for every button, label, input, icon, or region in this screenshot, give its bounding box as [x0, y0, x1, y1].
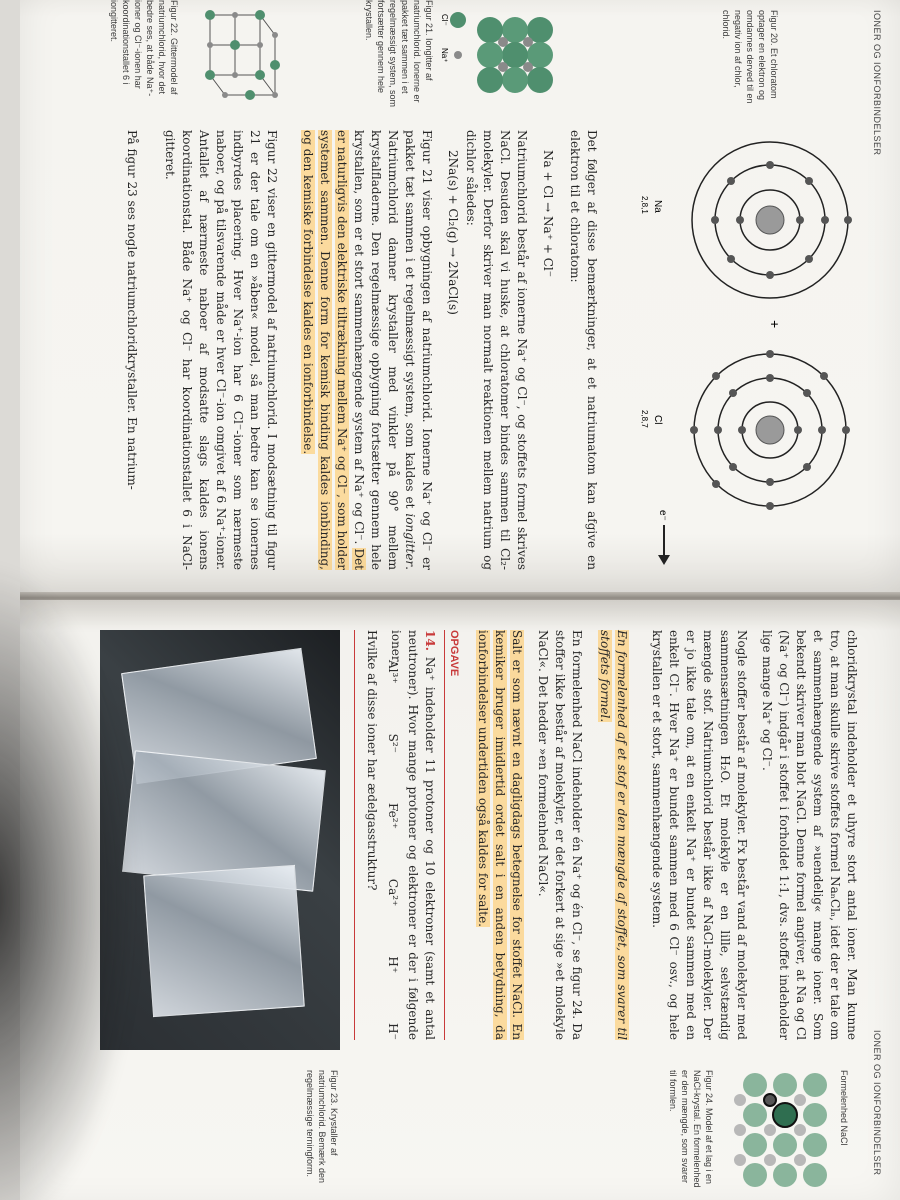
- figure-21-caption: Figur 21. Iongitter af natriumchlorid. Ionerne er pakket tæt sammen i et regelmæssigt system, som fortsætter gennem hele krystallen.: [364, 0, 434, 108]
- paragraph-molekyler: Nogle stoffer består af molekyler. Fx består vand af molekyler med sammensætningen H₂O. Et molekyle er en lille, selvstændig mængde stof. Natriumchlorid består ikke af NaCl-molekyler. Der er jo ikke tale om, at en enkelt Na⁺ er bundet sammen med en enkelt Cl⁻. Hver Na⁺ er bundet sammen med 6 Cl⁻ osv., og hele krystallen er et stort, sammenhængende system.: [650, 630, 749, 1040]
- question-14-followup: Hvilke af disse ioner har ædelgasstruktur?: [365, 630, 379, 891]
- salt-paragraph-text: Salt er som nævnt en dagligdags betegnelse for stoffet NaCl. En kemiker bruger imidlertid ordet salt i en anden betydning, da ionforbindelser undertiden også kaldes for salte.: [476, 630, 524, 1040]
- ion-al: Al³⁺: [386, 660, 400, 684]
- paragraph-figur-21: [299, 130, 435, 570]
- plus-sign: +: [767, 320, 783, 329]
- formelenhed-definition: En formelenhed af et stof er den mængde af stoffet, som svarer til stoffets formel.: [598, 630, 629, 1040]
- figure-20-atom-diagram: [610, 130, 870, 570]
- paragraph-salt: [474, 630, 525, 1040]
- intro-paragraph: Det følger af disse bemærkninger, at et natriumatom kan afgive en elektron til et chloratom:: [568, 130, 599, 570]
- opgave-heading: OPGAVE: [448, 630, 460, 677]
- question-14-number: 14.: [423, 630, 437, 651]
- opgave-rule-bottom: [354, 630, 355, 1040]
- open-textbook: [20, 0, 900, 1200]
- figure-20-caption: Figur 20. Et chloratom optager en elektron og omdannes derved til en negativ ion af chlor, chlorid.: [721, 10, 779, 104]
- photographer-shadow: [0, 560, 140, 1200]
- reaction-equation-2: 2Na(s) + Cl₂(g) → 2NaCl(s): [446, 150, 460, 315]
- ion-fe: Fe²⁺: [386, 803, 400, 829]
- paragraph-figur-23-start: På figur 23 ses nogle natriumchloridkrystaller. En natrium-: [125, 130, 139, 490]
- ion-h-plus: H⁺: [386, 956, 400, 974]
- fig21-label-cl: Cl⁻: [440, 14, 449, 26]
- para2-start: Figur 21 viser opbygningen af natriumchlorid. Ionerne Na⁺ og Cl⁻ er pakket tæt sammen i et regelmæssigt system, som kaldes et: [403, 130, 434, 570]
- paragraph-nacl-formula: Natriumchlorid består af ionerne Na⁺ og Cl⁻, og stoffets formel skrives NaCl. Desuden skal vi huske, at chloratomer bindes sammen til Cl₂-molekyler. Derfor skriver man normalt reaktionen mellem natrium og dichlor således:: [464, 130, 529, 570]
- term-iongitter: iongitter: [403, 513, 417, 567]
- paragraph-formelenhed: En formelenhed NaCl indeholder én Na⁺ og én Cl⁻, se figur 24. Da stoffer ikke består af molekyler, er det forkert at sige »et molekyle NaCl«. Det hedder »en formelenhed NaCl«.: [536, 630, 584, 1040]
- left-page: [20, 0, 900, 595]
- cl-atom: [690, 350, 850, 510]
- figure-24-nacl-layer-model: [720, 1070, 830, 1190]
- na-label: Na: [652, 200, 663, 213]
- arrow-right-icon: [658, 555, 670, 565]
- paragraph-krystal: chloridkrystal indeholder et uhyre stort antal ioner. Man kunne tro, at man skulle skrive stoffets formel NaₙClₙ, idet der er tale om et sammenhængende system af »uendelig« mange ioner. Som bekendt skriver man blot NaCl. Denne formel angiver, at Na og Cl (Na⁺ og Cl⁻) indgår i stoffet i forholdet 1:1, dvs. stoffet indeholder lige mange Na⁺ og Cl⁻.: [760, 630, 859, 1040]
- figure-22-lattice-model: [190, 0, 290, 110]
- ion-list: [386, 660, 400, 1040]
- figure-23-caption: Figur 23. Krystaller af natriumchlorid. Bemærk den regelmæssige terningform.: [305, 1070, 339, 1184]
- left-page-header: IONER OG IONFORBINDELSER: [872, 10, 882, 156]
- na-ion-legend: [454, 51, 462, 59]
- question-14-text: Na⁺ indeholder 11 protoner og 10 elektroner (samt et antal neutroner). Hvor mange protoner og elektroner er der i følgende ioner:: [389, 630, 437, 1040]
- ion-s: S²⁻: [386, 733, 400, 754]
- close-packed-lattice: [477, 17, 553, 93]
- figure-21-ion-lattice: [440, 0, 570, 110]
- right-page-header: IONER OG IONFORBINDELSER: [872, 1030, 882, 1176]
- ion-h-minus: H⁻: [386, 1023, 400, 1040]
- figure-24-caption: Figur 24. Model af et lag i en NaCl-krystal. En formelenhed er den mængde, som svarer til formlen.: [668, 1070, 714, 1188]
- highlight-box-formelenhed: [596, 630, 630, 1040]
- na-atom: [692, 142, 852, 298]
- formelenhed-label: Formelenhed NaCl: [839, 1070, 849, 1146]
- cl-shells: 2,8,7: [640, 410, 649, 428]
- cl-label: Cl: [652, 415, 663, 425]
- paragraph-figur-22: Figur 22 viser en gittermodel af natriumchlorid. I modsætning til figur 21 er der tale om en »åben« model, så man bedre kan se ionernes indbyrdes placering. Hver Na⁺-ion har 6 Cl⁻-ioner som nærmeste naboer, og på tilsvarende måde er hver Cl⁻-ion omgivet af 6 Na⁺-ioner. Antallet af nærmeste naboer af modsatte slags kaldes ionens koordinationstal. Både Na⁺ og Cl⁻ har koordinationstallet 6 i NaCl-gitteret.: [163, 130, 279, 570]
- figure-22-caption: Figur 22. Gittermodel af natriumchlorid, hvor det bedre ses, at både Na⁺-ioner og Cl⁻-ionen har koordinationstallet 6 i iongitteret.: [109, 0, 179, 97]
- cl-ion-legend: [450, 12, 466, 28]
- reaction-equation-1: Na + Cl → Na⁺ + Cl⁻: [541, 150, 555, 278]
- highlighted-ionbinding: Det er naturligvis den elektriske tiltrækning mellem Na⁺ og Cl⁻, som holder systemet sammen. Denne form for kemisk binding kaldes ionbinding, og den kemiske forbindelse kaldes en ionforbindelse.: [301, 130, 366, 570]
- opgave-rule-top: [444, 630, 445, 1040]
- para2-middle: . Natriumchlorid danner krystaller med vinkler på 90° mellem krystalfladerne. Den regelmæssige opbygning fortsætter gennem hele krystallen, som er et stort sammenhængende system af Na⁺ og Cl⁻.: [352, 130, 417, 570]
- electron-label: e⁻: [657, 510, 668, 521]
- fig21-label-na: Na⁺: [440, 48, 449, 63]
- ion-ca: Ca²⁺: [386, 878, 400, 907]
- na-shells: 2,8,1: [640, 196, 649, 214]
